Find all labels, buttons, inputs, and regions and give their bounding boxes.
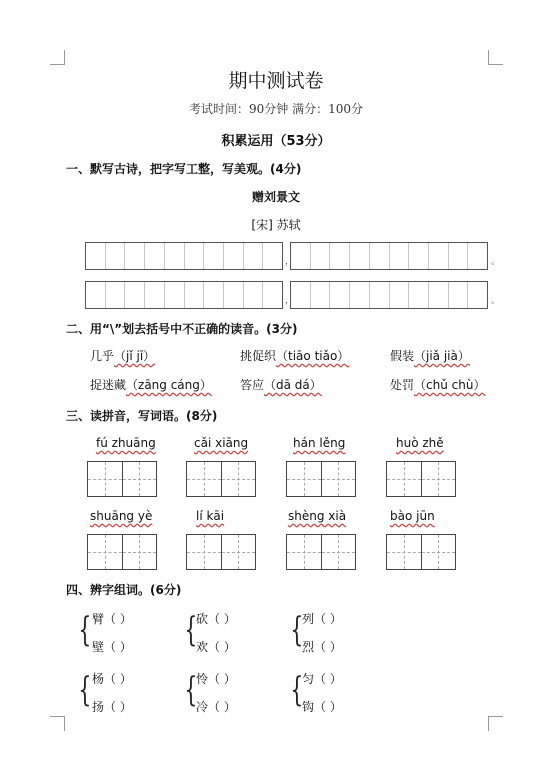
poem-title: 赠刘景文 — [251, 190, 300, 204]
corner-mark-top-right — [488, 50, 503, 65]
word-box[interactable] — [386, 461, 456, 497]
word-pair-item[interactable]: 钩（ ） — [302, 700, 342, 714]
reading-options[interactable]: （tiāo tiǎo） — [276, 349, 350, 363]
reading-options[interactable]: （jǐ jī） — [114, 349, 156, 363]
period-mark: 。 — [491, 296, 501, 306]
pinyin-label: shuāng yè — [90, 509, 153, 523]
corner-mark-bottom-left — [50, 716, 65, 731]
word-pair-item[interactable]: 匀（ ） — [302, 672, 342, 686]
pinyin-label: huò zhě — [396, 436, 444, 450]
poem-author: [宋] 苏轼 — [251, 218, 301, 232]
exam-subtitle: 考试时间：90分钟 满分：100分 — [189, 102, 363, 116]
reading-item[interactable]: 几乎（jǐ jī） — [90, 349, 156, 363]
pinyin-label: shèng xià — [288, 509, 347, 523]
writing-grid[interactable] — [85, 281, 283, 309]
brace-icon: { — [290, 610, 304, 650]
pinyin-label: fú zhuāng — [96, 436, 156, 450]
brace-icon: { — [290, 670, 304, 710]
word-pair-item[interactable]: 臂（ ） — [92, 612, 132, 626]
word-pair-item[interactable]: 冷（ ） — [196, 700, 236, 714]
word-box[interactable] — [87, 461, 157, 497]
corner-mark-top-left — [50, 50, 65, 65]
word-pair-item[interactable]: 怜（ ） — [196, 672, 236, 686]
word-pair-item[interactable]: 扬（ ） — [92, 700, 132, 714]
word-pair-item[interactable]: 欢（ ） — [196, 640, 236, 654]
comma-mark: ， — [285, 257, 295, 267]
comma-mark: ， — [285, 296, 295, 306]
reading-item[interactable]: 假装（jiǎ jià） — [390, 349, 470, 363]
brace-icon: { — [184, 670, 198, 710]
word-box[interactable] — [286, 461, 356, 497]
brace-icon: { — [78, 610, 92, 650]
writing-grid[interactable] — [85, 242, 283, 270]
section-4-heading: 四、辨字组词。(6分) — [66, 583, 182, 597]
reading-item[interactable]: 挑促织（tiāo tiǎo） — [240, 349, 350, 363]
section-1-heading: 一、默写古诗，把字写工整，写美观。(4分) — [66, 162, 302, 176]
word-pair-item[interactable]: 杨（ ） — [92, 672, 132, 686]
section-3-heading: 三、读拼音，写词语。(8分) — [66, 409, 218, 423]
word-box[interactable] — [186, 534, 256, 570]
brace-icon: { — [78, 670, 92, 710]
word-box[interactable] — [286, 534, 356, 570]
reading-item[interactable]: 处罚（chǔ chù） — [390, 378, 486, 392]
word-pair-item[interactable]: 壁（ ） — [92, 640, 132, 654]
corner-mark-bottom-right — [488, 716, 503, 731]
word-box[interactable] — [386, 534, 456, 570]
writing-grid[interactable] — [290, 242, 488, 270]
pinyin-label: cǎi xiāng — [194, 436, 249, 450]
reading-item[interactable]: 捉迷藏（zāng cáng） — [90, 378, 212, 392]
word-pair-item[interactable]: 烈（ ） — [302, 640, 342, 654]
pinyin-label: bào jūn — [390, 509, 435, 523]
page-title: 期中测试卷 — [228, 70, 324, 92]
pinyin-label: hán lěng — [293, 436, 346, 450]
word-box[interactable] — [186, 461, 256, 497]
pinyin-label: lí kāi — [196, 509, 225, 523]
word-box[interactable] — [87, 534, 157, 570]
reading-options[interactable]: （dā dá） — [264, 378, 322, 392]
period-mark: 。 — [491, 257, 501, 267]
section-2-heading: 二、用“\”划去括号中不正确的读音。(3分) — [66, 322, 298, 336]
reading-options[interactable]: （jiǎ jià） — [414, 349, 470, 363]
word-pair-item[interactable]: 列（ ） — [302, 612, 342, 626]
brace-icon: { — [184, 610, 198, 650]
reading-options[interactable]: （chǔ chù） — [414, 378, 486, 392]
word-pair-item[interactable]: 砍（ ） — [196, 612, 236, 626]
reading-item[interactable]: 答应（dā dá） — [240, 378, 322, 392]
writing-grid[interactable] — [290, 281, 488, 309]
reading-options[interactable]: （zāng cáng） — [126, 378, 212, 392]
part-title: 积累运用（53分） — [221, 134, 331, 149]
